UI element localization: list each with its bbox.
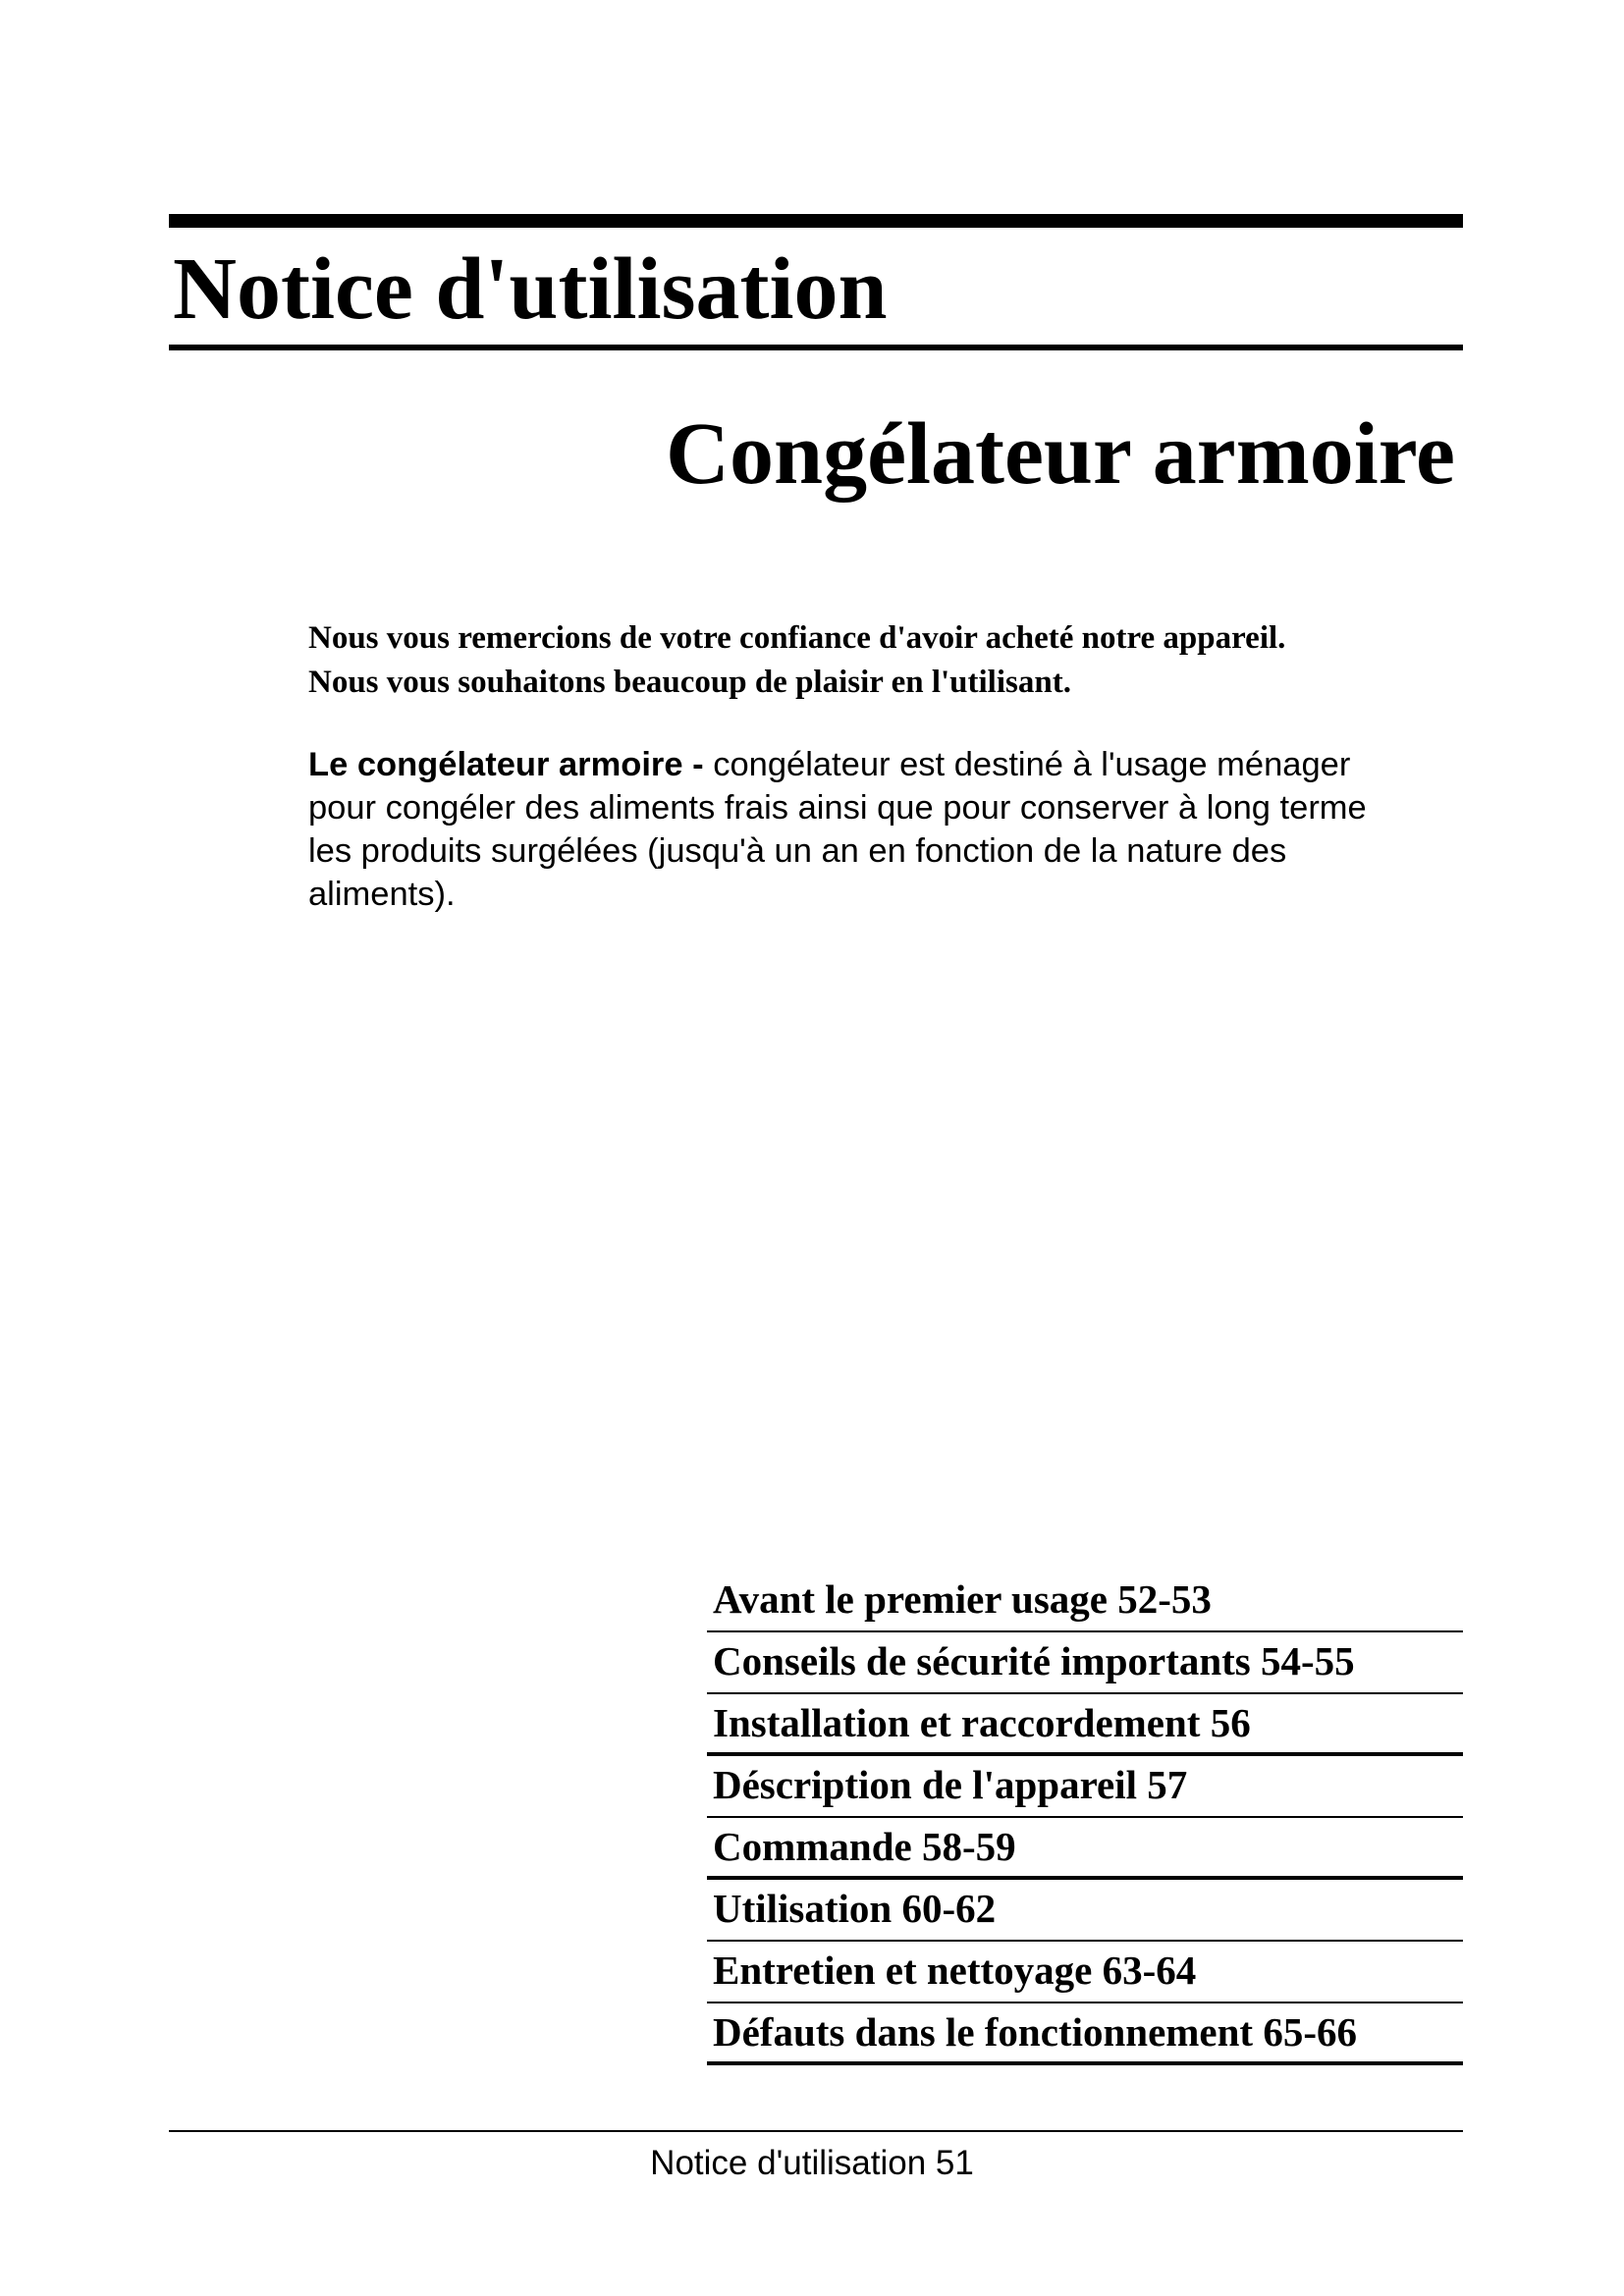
thanks-paragraph: [308, 616, 1487, 705]
intro-line-2: pour congéler des aliments frais ainsi que pour conserver à long terme: [308, 789, 1367, 827]
thanks-line-1: Nous vous remercions de votre confiance d'avoir acheté notre appareil.: [308, 620, 1286, 656]
header-top-rule: [169, 214, 1463, 228]
footer-rule: [169, 2130, 1463, 2132]
page-footer: Notice d'utilisation 51: [650, 2144, 974, 2182]
toc-item: Déscription de l'appareil 57: [707, 1756, 1463, 1818]
toc-item: Défauts dans le fonctionnement 65-66: [707, 2003, 1463, 2065]
intro-line-3: les produits surgélées (jusqu'à un an en fonction de la nature des: [308, 832, 1287, 870]
intro-line-1: [308, 743, 1467, 786]
intro-line-4: aliments).: [308, 876, 456, 913]
intro-paragraph: [308, 743, 1467, 916]
toc-item: Conseils de sécurité importants 54-55: [707, 1632, 1463, 1694]
intro-line-1-rest: congélateur est destiné à l'usage ménager: [703, 746, 1351, 783]
table-of-contents: [707, 1571, 1463, 2065]
toc-item: Entretien et nettoyage 63-64: [707, 1942, 1463, 2003]
document-subtitle: Congélateur armoire: [666, 405, 1455, 503]
header-title-rule: [169, 345, 1463, 350]
toc-item: Utilisation 60-62: [707, 1880, 1463, 1942]
intro-bold-lead: Le congélateur armoire -: [308, 746, 704, 783]
toc-item: Commande 58-59: [707, 1818, 1463, 1880]
thanks-line-2: Nous vous souhaitons beaucoup de plaisir en l'utilisant.: [308, 665, 1071, 700]
toc-item: Installation et raccordement 56: [707, 1694, 1463, 1756]
document-title: Notice d'utilisation: [173, 240, 888, 338]
toc-item: Avant le premier usage 52-53: [707, 1571, 1463, 1632]
